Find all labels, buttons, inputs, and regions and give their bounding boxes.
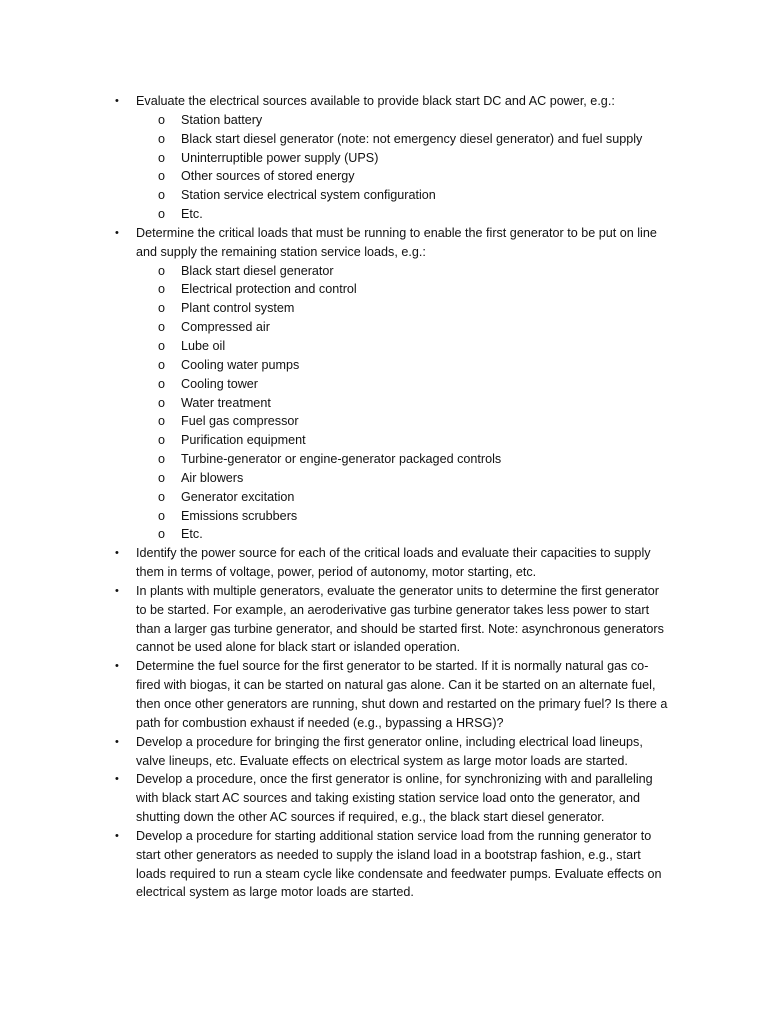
bullet-item-text: Determine the fuel source for the first generator to be started. If it is normally natural gas co- bbox=[136, 659, 649, 674]
hollow-bullet-icon: o bbox=[158, 169, 166, 184]
bullet-item-line bbox=[0, 752, 768, 771]
bullet-item-line bbox=[0, 563, 768, 582]
bullet-item-text: then once other generators are running, shut down and restarted on the primary fuel? Is there a bbox=[136, 697, 668, 711]
bullet-item-line bbox=[0, 846, 768, 865]
sub-item bbox=[0, 280, 768, 299]
bullet-item-line bbox=[0, 808, 768, 827]
hollow-bullet-icon: o bbox=[158, 470, 166, 485]
bullet-item-text: Evaluate the electrical sources available to provide black start DC and AC power, e.g.: bbox=[136, 94, 615, 108]
bullet-item-text: Develop a procedure for bringing the first generator online, including electrical load lineups, bbox=[136, 734, 643, 749]
bullet-icon: • bbox=[115, 226, 119, 239]
hollow-bullet-icon: o bbox=[158, 395, 166, 410]
bullet-item-line bbox=[0, 92, 768, 111]
bullet-item-line bbox=[0, 714, 768, 733]
hollow-bullet-icon: o bbox=[158, 131, 166, 146]
sub-item bbox=[0, 450, 768, 469]
sub-item bbox=[0, 469, 768, 488]
sub-item bbox=[0, 167, 768, 186]
sub-item-text: Other sources of stored energy bbox=[181, 169, 355, 184]
sub-item-text: Fuel gas compressor bbox=[181, 414, 299, 429]
bullet-item-line bbox=[0, 865, 768, 884]
bullet-list bbox=[0, 92, 768, 902]
hollow-bullet-icon: o bbox=[158, 508, 166, 523]
sub-item-text: Etc. bbox=[181, 207, 203, 222]
hollow-bullet-icon: o bbox=[158, 414, 166, 429]
sub-item bbox=[0, 262, 768, 281]
bullet-icon: • bbox=[115, 95, 119, 107]
bullet-icon: • bbox=[115, 735, 119, 748]
bullet-item-line bbox=[0, 601, 768, 620]
bullet-icon: • bbox=[115, 773, 119, 786]
bullet-item-line bbox=[0, 582, 768, 601]
hollow-bullet-icon: o bbox=[158, 112, 166, 127]
bullet-item-line bbox=[0, 544, 768, 563]
bullet-item-text: to be started. For example, an aeroderivative gas turbine generator takes less power to start bbox=[136, 602, 650, 617]
bullet-item-line bbox=[0, 789, 768, 808]
bullet-item-line bbox=[0, 243, 768, 262]
sub-item-text: Electrical protection and control bbox=[181, 282, 357, 297]
bullet-item-text: Develop a procedure, once the first generator is online, for synchronizing with and paralleling bbox=[136, 772, 653, 787]
bullet-item-text: them in terms of voltage, power, period of autonomy, motor starting, etc. bbox=[136, 565, 537, 580]
hollow-bullet-icon: o bbox=[158, 150, 166, 165]
hollow-bullet-icon: o bbox=[158, 263, 166, 278]
bullet-item-text: In plants with multiple generators, evaluate the generator units to determine the first generator bbox=[136, 583, 659, 598]
sub-item-text: Station service electrical system configuration bbox=[181, 188, 436, 203]
sub-item bbox=[0, 431, 768, 450]
bullet-item-text: loads required to run a steam cycle like condensate and feedwater pumps. Evaluate effects on bbox=[136, 866, 662, 881]
bullet-item-text: cannot be used alone for black start or islanded operation. bbox=[136, 640, 461, 655]
hollow-bullet-icon: o bbox=[158, 282, 166, 297]
sub-item-text: Turbine-generator or engine-generator packaged controls bbox=[181, 452, 502, 467]
bullet-item-text: shutting down the other AC sources if required, e.g., the black start diesel generator. bbox=[136, 810, 605, 825]
bullet-item-line bbox=[0, 733, 768, 752]
bullet-item-text: than a larger gas turbine generator, and should be started first. Note: asynchronous generators bbox=[136, 621, 664, 636]
sub-item-text: Black start diesel generator bbox=[181, 263, 334, 278]
sub-item bbox=[0, 111, 768, 130]
sub-item-text: Black start diesel generator (note: not emergency diesel generator) and fuel supply bbox=[181, 131, 643, 146]
sub-item-text: Air blowers bbox=[181, 470, 244, 485]
hollow-bullet-icon: o bbox=[158, 357, 166, 372]
bullet-item-text: with black start AC sources and taking existing station service load onto the generator, and bbox=[136, 791, 641, 806]
bullet-item-text: electrical system as large motor loads are started. bbox=[136, 885, 414, 900]
sub-item bbox=[0, 337, 768, 356]
hollow-bullet-icon: o bbox=[158, 207, 166, 222]
bullet-item-line bbox=[0, 695, 768, 714]
hollow-bullet-icon: o bbox=[158, 433, 166, 448]
sub-item-text: Plant control system bbox=[181, 301, 295, 316]
hollow-bullet-icon: o bbox=[158, 338, 166, 353]
bullet-item-line bbox=[0, 620, 768, 639]
sub-item-text: Generator excitation bbox=[181, 489, 295, 504]
sub-item bbox=[0, 186, 768, 205]
sub-item bbox=[0, 412, 768, 431]
bullet-item-text: Develop a procedure for starting additional station service load from the running generator to bbox=[136, 828, 652, 843]
bullet-item-text: path for combustion exhaust if needed (e.g., bypassing a HRSG)? bbox=[136, 715, 504, 730]
sub-item bbox=[0, 130, 768, 149]
bullet-icon: • bbox=[115, 660, 119, 673]
hollow-bullet-icon: o bbox=[158, 376, 166, 391]
sub-item bbox=[0, 488, 768, 507]
bullet-item-text: Determine the critical loads that must be running to enable the first generator to be put on line bbox=[136, 225, 657, 240]
hollow-bullet-icon: o bbox=[158, 320, 166, 335]
bullet-item-text: fired with biogas, it can be started on natural gas alone. Can it be started on an alternate fuel, bbox=[136, 678, 656, 693]
bullet-item-line bbox=[0, 883, 768, 902]
sub-item-text: Compressed air bbox=[181, 320, 270, 335]
sub-item-text: Station battery bbox=[181, 112, 263, 127]
bullet-icon: • bbox=[115, 584, 119, 597]
hollow-bullet-icon: o bbox=[158, 489, 166, 504]
sub-item-text: Cooling water pumps bbox=[181, 357, 300, 372]
sub-item bbox=[0, 356, 768, 375]
hollow-bullet-icon: o bbox=[158, 188, 166, 203]
hollow-bullet-icon: o bbox=[158, 301, 166, 316]
bullet-item-line bbox=[0, 224, 768, 243]
sub-item bbox=[0, 299, 768, 318]
bullet-item-text: start other generators as needed to supply the island load in a bootstrap fashion, e.g., start bbox=[136, 847, 641, 862]
sub-item-text: Uninterruptible power supply (UPS) bbox=[181, 150, 379, 165]
bullet-icon: • bbox=[115, 829, 119, 842]
sub-item-text: Purification equipment bbox=[181, 433, 306, 448]
bullet-icon: • bbox=[115, 547, 119, 560]
bullet-item-text: and supply the remaining station service loads, e.g.: bbox=[136, 244, 426, 259]
bullet-item-text: valve lineups, etc. Evaluate effects on electrical system as large motor loads are started. bbox=[136, 753, 628, 768]
bullet-item-line bbox=[0, 657, 768, 676]
bullet-item-line bbox=[0, 827, 768, 846]
sub-item bbox=[0, 375, 768, 394]
bullet-item-line bbox=[0, 638, 768, 657]
bullet-item-text: Identify the power source for each of the critical loads and evaluate their capacities to supply bbox=[136, 546, 651, 561]
sub-item bbox=[0, 525, 768, 544]
sub-item bbox=[0, 394, 768, 413]
sub-item bbox=[0, 205, 768, 224]
bullet-item-line bbox=[0, 676, 768, 695]
bullet-item-line bbox=[0, 770, 768, 789]
sub-item-text: Lube oil bbox=[181, 338, 226, 353]
sub-item bbox=[0, 149, 768, 168]
sub-item bbox=[0, 318, 768, 337]
sub-item-text: Water treatment bbox=[181, 395, 271, 410]
sub-item-text: Cooling tower bbox=[181, 376, 259, 391]
hollow-bullet-icon: o bbox=[158, 527, 166, 542]
sub-item-text: Etc. bbox=[181, 527, 203, 542]
hollow-bullet-icon: o bbox=[158, 452, 166, 467]
sub-item-text: Emissions scrubbers bbox=[181, 508, 298, 523]
sub-item bbox=[0, 507, 768, 526]
